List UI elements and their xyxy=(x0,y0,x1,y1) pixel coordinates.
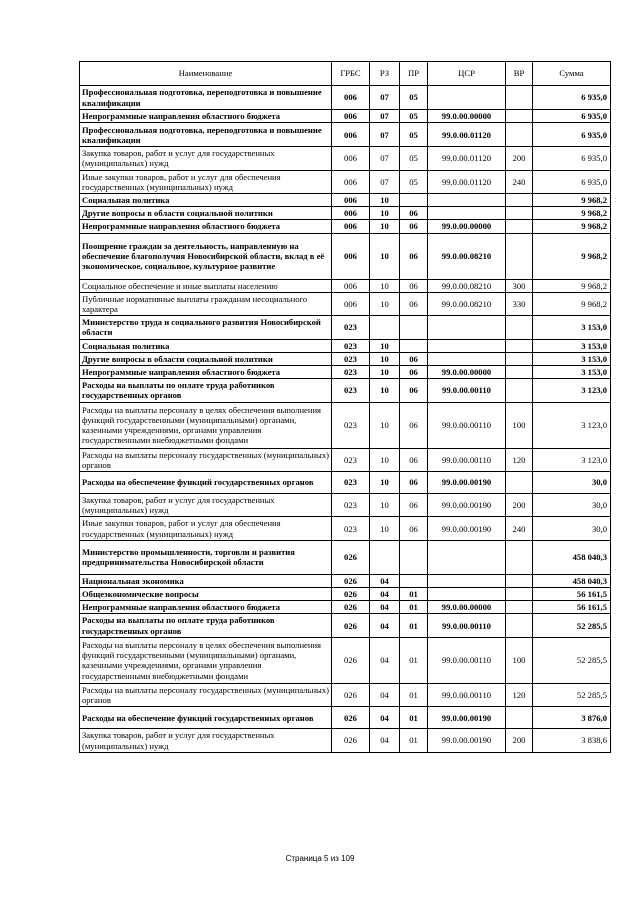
row-rz-cell: 10 xyxy=(370,448,400,471)
row-pr-cell: 05 xyxy=(400,147,428,170)
table-body xyxy=(80,86,611,753)
row-grbs-cell: 006 xyxy=(332,123,370,147)
table-row xyxy=(80,366,611,379)
row-vr-cell xyxy=(506,574,533,587)
row-rz-cell: 10 xyxy=(370,517,400,540)
row-rz-cell: 10 xyxy=(370,220,400,233)
table-row xyxy=(80,279,611,292)
row-grbs-cell: 026 xyxy=(332,729,370,752)
row-csr-cell: 99.0.00.00110 xyxy=(428,379,506,402)
row-pr-cell: 06 xyxy=(400,472,428,494)
column-header-pr: ПР xyxy=(400,62,428,86)
row-grbs-cell: 026 xyxy=(332,683,370,706)
row-grbs-cell: 006 xyxy=(332,233,370,279)
row-vr-cell: 200 xyxy=(506,494,533,517)
table-row xyxy=(80,110,611,123)
page-footer: Страница 5 из 109 xyxy=(285,854,355,863)
table-header-row xyxy=(80,62,611,86)
row-sum-cell: 3 838,6 xyxy=(533,729,611,752)
row-pr-cell: 01 xyxy=(400,601,428,614)
table-row xyxy=(80,494,611,517)
table-row xyxy=(80,352,611,365)
row-grbs-cell: 006 xyxy=(332,110,370,123)
row-rz-cell: 10 xyxy=(370,402,400,448)
row-sum-cell: 52 285,5 xyxy=(533,614,611,637)
row-name-cell: Общеэкономические вопросы xyxy=(80,588,332,601)
row-sum-cell: 9 968,2 xyxy=(533,233,611,279)
row-csr-cell: 99.0.00.00000 xyxy=(428,601,506,614)
table-row xyxy=(80,448,611,471)
row-name-cell: Профессиональная подготовка, переподготовка и повышение квалификации xyxy=(80,123,332,147)
column-header-sum: Сумма xyxy=(533,62,611,86)
row-vr-cell: 100 xyxy=(506,637,533,683)
row-vr-cell: 120 xyxy=(506,683,533,706)
row-sum-cell: 3 123,0 xyxy=(533,448,611,471)
row-name-cell: Социальное обеспечение и иные выплаты населению xyxy=(80,279,332,292)
row-name-cell: Расходы на выплаты персоналу государственных (муниципальных) органов xyxy=(80,448,332,471)
table-row xyxy=(80,540,611,574)
row-grbs-cell: 026 xyxy=(332,637,370,683)
row-csr-cell: 99.0.00.00190 xyxy=(428,729,506,752)
row-sum-cell: 6 935,0 xyxy=(533,147,611,170)
table-row xyxy=(80,316,611,339)
row-csr-cell xyxy=(428,339,506,352)
table-row xyxy=(80,194,611,207)
row-sum-cell: 3 153,0 xyxy=(533,339,611,352)
row-csr-cell: 99.0.00.00110 xyxy=(428,637,506,683)
row-grbs-cell: 026 xyxy=(332,540,370,574)
row-rz-cell: 04 xyxy=(370,683,400,706)
table-row xyxy=(80,123,611,147)
row-sum-cell: 3 876,0 xyxy=(533,707,611,729)
row-grbs-cell: 026 xyxy=(332,588,370,601)
table-row xyxy=(80,707,611,729)
row-name-cell: Поощрение граждан за деятельность, направленную на обеспечение благополучия Новосибирской области, вклад в её экономическое, социальное, культурное развитие xyxy=(80,233,332,279)
row-rz-cell: 07 xyxy=(370,110,400,123)
row-rz-cell: 10 xyxy=(370,494,400,517)
row-vr-cell xyxy=(506,352,533,365)
row-pr-cell xyxy=(400,339,428,352)
row-vr-cell xyxy=(506,207,533,220)
row-pr-cell: 01 xyxy=(400,683,428,706)
row-pr-cell: 05 xyxy=(400,110,428,123)
table-row xyxy=(80,614,611,637)
row-rz-cell: 04 xyxy=(370,588,400,601)
row-rz-cell: 07 xyxy=(370,123,400,147)
row-rz-cell: 04 xyxy=(370,729,400,752)
row-vr-cell xyxy=(506,540,533,574)
row-sum-cell: 6 935,0 xyxy=(533,86,611,110)
row-pr-cell: 05 xyxy=(400,86,428,110)
budget-table xyxy=(79,61,611,753)
row-sum-cell: 458 040,3 xyxy=(533,574,611,587)
row-name-cell: Иные закупки товаров, работ и услуг для обеспечения государственных (муниципальных) нужд xyxy=(80,170,332,193)
row-name-cell: Расходы на выплаты персоналу в целях обеспечения выполнения функций государственными (муниципальными) органами, казенными учреждениями, органами управления государственными внебюджетными фондами xyxy=(80,402,332,448)
row-pr-cell: 01 xyxy=(400,588,428,601)
row-name-cell: Профессиональная подготовка, переподготовка и повышение квалификации xyxy=(80,86,332,110)
row-grbs-cell: 026 xyxy=(332,707,370,729)
column-header-name: Наименование xyxy=(80,62,332,86)
column-header-vr: ВР xyxy=(506,62,533,86)
row-vr-cell xyxy=(506,472,533,494)
row-pr-cell xyxy=(400,540,428,574)
row-sum-cell: 9 968,2 xyxy=(533,292,611,315)
row-rz-cell: 10 xyxy=(370,339,400,352)
row-sum-cell: 6 935,0 xyxy=(533,123,611,147)
row-csr-cell: 99.0.00.01120 xyxy=(428,123,506,147)
row-sum-cell: 52 285,5 xyxy=(533,637,611,683)
row-name-cell: Министерство труда и социального развития Новосибирской области xyxy=(80,316,332,339)
row-pr-cell: 06 xyxy=(400,366,428,379)
row-sum-cell: 6 935,0 xyxy=(533,110,611,123)
row-csr-cell: 99.0.00.00190 xyxy=(428,472,506,494)
row-sum-cell: 3 153,0 xyxy=(533,316,611,339)
row-grbs-cell: 026 xyxy=(332,614,370,637)
row-grbs-cell: 023 xyxy=(332,366,370,379)
row-rz-cell: 10 xyxy=(370,194,400,207)
row-name-cell: Непрограммные направления областного бюджета xyxy=(80,601,332,614)
column-header-grbs: ГРБС xyxy=(332,62,370,86)
row-vr-cell: 100 xyxy=(506,402,533,448)
row-vr-cell xyxy=(506,339,533,352)
row-vr-cell: 200 xyxy=(506,729,533,752)
row-sum-cell: 9 968,2 xyxy=(533,207,611,220)
row-csr-cell xyxy=(428,194,506,207)
row-grbs-cell: 023 xyxy=(332,316,370,339)
table-row xyxy=(80,233,611,279)
row-vr-cell xyxy=(506,379,533,402)
row-pr-cell xyxy=(400,574,428,587)
row-name-cell: Публичные нормативные выплаты гражданам несоциального характера xyxy=(80,292,332,315)
row-grbs-cell: 023 xyxy=(332,448,370,471)
row-name-cell: Социальная политика xyxy=(80,339,332,352)
row-rz-cell: 10 xyxy=(370,207,400,220)
row-csr-cell: 99.0.00.00110 xyxy=(428,402,506,448)
row-csr-cell xyxy=(428,316,506,339)
row-rz-cell: 07 xyxy=(370,86,400,110)
table-row xyxy=(80,379,611,402)
table-row xyxy=(80,729,611,752)
row-sum-cell: 3 153,0 xyxy=(533,352,611,365)
row-name-cell: Непрограммные направления областного бюджета xyxy=(80,220,332,233)
row-rz-cell: 07 xyxy=(370,170,400,193)
row-rz-cell: 10 xyxy=(370,279,400,292)
row-pr-cell: 06 xyxy=(400,233,428,279)
row-pr-cell: 06 xyxy=(400,402,428,448)
row-csr-cell: 99.0.00.00190 xyxy=(428,517,506,540)
row-vr-cell xyxy=(506,601,533,614)
table-row xyxy=(80,472,611,494)
row-sum-cell: 30,0 xyxy=(533,472,611,494)
row-grbs-cell: 023 xyxy=(332,352,370,365)
row-vr-cell: 240 xyxy=(506,517,533,540)
row-rz-cell: 04 xyxy=(370,707,400,729)
row-name-cell: Другие вопросы в области социальной политики xyxy=(80,352,332,365)
row-pr-cell: 06 xyxy=(400,292,428,315)
row-name-cell: Министерство промышленности, торговли и развития предпринимательства Новосибирской области xyxy=(80,540,332,574)
row-vr-cell xyxy=(506,707,533,729)
row-csr-cell: 99.0.00.00110 xyxy=(428,683,506,706)
row-vr-cell: 330 xyxy=(506,292,533,315)
column-header-csr: ЦСР xyxy=(428,62,506,86)
row-sum-cell: 9 968,2 xyxy=(533,194,611,207)
row-vr-cell: 240 xyxy=(506,170,533,193)
table-row xyxy=(80,292,611,315)
table-row xyxy=(80,637,611,683)
table-row xyxy=(80,402,611,448)
row-name-cell: Расходы на выплаты по оплате труда работников государственных органов xyxy=(80,379,332,402)
table-row xyxy=(80,683,611,706)
column-header-rz: РЗ xyxy=(370,62,400,86)
row-csr-cell xyxy=(428,588,506,601)
row-name-cell: Непрограммные направления областного бюджета xyxy=(80,110,332,123)
row-csr-cell: 99.0.00.08210 xyxy=(428,279,506,292)
row-pr-cell: 06 xyxy=(400,352,428,365)
row-name-cell: Закупка товаров, работ и услуг для государственных (муниципальных) нужд xyxy=(80,147,332,170)
table-row xyxy=(80,574,611,587)
table-row xyxy=(80,207,611,220)
row-name-cell: Расходы на выплаты персоналу в целях обеспечения выполнения функций государственными (муниципальными) органами, казенными учреждениями, органами управления государственными внебюджетными фондами xyxy=(80,637,332,683)
row-csr-cell: 99.0.00.00000 xyxy=(428,220,506,233)
row-pr-cell: 06 xyxy=(400,220,428,233)
row-vr-cell xyxy=(506,366,533,379)
row-rz-cell xyxy=(370,316,400,339)
row-vr-cell xyxy=(506,220,533,233)
row-csr-cell: 99.0.00.01120 xyxy=(428,170,506,193)
row-rz-cell: 07 xyxy=(370,147,400,170)
row-csr-cell xyxy=(428,86,506,110)
row-pr-cell: 06 xyxy=(400,279,428,292)
row-rz-cell: 04 xyxy=(370,614,400,637)
row-name-cell: Расходы на выплаты по оплате труда работников государственных органов xyxy=(80,614,332,637)
row-name-cell: Расходы на выплаты персоналу государственных (муниципальных) органов xyxy=(80,683,332,706)
row-vr-cell xyxy=(506,123,533,147)
row-grbs-cell: 006 xyxy=(332,170,370,193)
row-grbs-cell: 023 xyxy=(332,339,370,352)
row-csr-cell: 99.0.00.08210 xyxy=(428,233,506,279)
row-sum-cell: 56 161,5 xyxy=(533,601,611,614)
row-rz-cell: 10 xyxy=(370,352,400,365)
row-pr-cell: 05 xyxy=(400,170,428,193)
row-rz-cell: 10 xyxy=(370,379,400,402)
row-pr-cell: 01 xyxy=(400,637,428,683)
row-grbs-cell: 006 xyxy=(332,292,370,315)
row-pr-cell: 06 xyxy=(400,517,428,540)
table-row xyxy=(80,147,611,170)
row-csr-cell: 99.0.00.00110 xyxy=(428,448,506,471)
row-grbs-cell: 023 xyxy=(332,402,370,448)
table-row xyxy=(80,601,611,614)
row-csr-cell: 99.0.00.01120 xyxy=(428,147,506,170)
row-name-cell: Национальная экономика xyxy=(80,574,332,587)
row-rz-cell: 04 xyxy=(370,637,400,683)
row-rz-cell: 04 xyxy=(370,574,400,587)
row-name-cell: Непрограммные направления областного бюджета xyxy=(80,366,332,379)
row-sum-cell: 6 935,0 xyxy=(533,170,611,193)
row-vr-cell xyxy=(506,233,533,279)
row-csr-cell xyxy=(428,207,506,220)
row-pr-cell: 05 xyxy=(400,123,428,147)
row-grbs-cell: 023 xyxy=(332,379,370,402)
row-vr-cell: 300 xyxy=(506,279,533,292)
row-grbs-cell: 006 xyxy=(332,147,370,170)
row-pr-cell: 01 xyxy=(400,707,428,729)
row-name-cell: Закупка товаров, работ и услуг для государственных (муниципальных) нужд xyxy=(80,494,332,517)
row-name-cell: Иные закупки товаров, работ и услуг для обеспечения государственных (муниципальных) нужд xyxy=(80,517,332,540)
row-csr-cell xyxy=(428,540,506,574)
row-grbs-cell: 026 xyxy=(332,574,370,587)
row-vr-cell: 200 xyxy=(506,147,533,170)
row-pr-cell: 01 xyxy=(400,729,428,752)
row-sum-cell: 3 123,0 xyxy=(533,379,611,402)
row-name-cell: Расходы на обеспечение функций государственных органов xyxy=(80,472,332,494)
row-rz-cell: 10 xyxy=(370,366,400,379)
row-grbs-cell: 026 xyxy=(332,601,370,614)
row-vr-cell xyxy=(506,588,533,601)
row-sum-cell: 3 123,0 xyxy=(533,402,611,448)
row-name-cell: Закупка товаров, работ и услуг для государственных (муниципальных) нужд xyxy=(80,729,332,752)
table-row xyxy=(80,220,611,233)
row-grbs-cell: 006 xyxy=(332,194,370,207)
row-pr-cell: 06 xyxy=(400,494,428,517)
row-sum-cell: 56 161,5 xyxy=(533,588,611,601)
row-grbs-cell: 006 xyxy=(332,220,370,233)
row-grbs-cell: 023 xyxy=(332,517,370,540)
row-csr-cell: 99.0.00.00110 xyxy=(428,614,506,637)
row-sum-cell: 30,0 xyxy=(533,517,611,540)
table-row xyxy=(80,339,611,352)
row-pr-cell: 01 xyxy=(400,614,428,637)
row-rz-cell: 10 xyxy=(370,233,400,279)
table-row xyxy=(80,86,611,110)
row-pr-cell xyxy=(400,194,428,207)
row-rz-cell xyxy=(370,540,400,574)
row-name-cell: Другие вопросы в области социальной политики xyxy=(80,207,332,220)
row-csr-cell xyxy=(428,574,506,587)
row-vr-cell xyxy=(506,86,533,110)
row-grbs-cell: 023 xyxy=(332,494,370,517)
row-pr-cell: 06 xyxy=(400,207,428,220)
row-name-cell: Социальная политика xyxy=(80,194,332,207)
row-rz-cell: 10 xyxy=(370,472,400,494)
row-csr-cell: 99.0.00.08210 xyxy=(428,292,506,315)
row-vr-cell xyxy=(506,316,533,339)
row-csr-cell: 99.0.00.00190 xyxy=(428,494,506,517)
row-sum-cell: 52 285,5 xyxy=(533,683,611,706)
row-csr-cell xyxy=(428,352,506,365)
row-sum-cell: 458 040,3 xyxy=(533,540,611,574)
row-grbs-cell: 023 xyxy=(332,472,370,494)
row-pr-cell: 06 xyxy=(400,379,428,402)
row-vr-cell xyxy=(506,614,533,637)
row-grbs-cell: 006 xyxy=(332,86,370,110)
row-pr-cell: 06 xyxy=(400,448,428,471)
row-name-cell: Расходы на обеспечение функций государственных органов xyxy=(80,707,332,729)
row-sum-cell: 30,0 xyxy=(533,494,611,517)
row-grbs-cell: 006 xyxy=(332,279,370,292)
row-sum-cell: 9 968,2 xyxy=(533,279,611,292)
row-pr-cell xyxy=(400,316,428,339)
row-vr-cell xyxy=(506,110,533,123)
row-csr-cell: 99.0.00.00000 xyxy=(428,110,506,123)
row-rz-cell: 04 xyxy=(370,601,400,614)
row-csr-cell: 99.0.00.00000 xyxy=(428,366,506,379)
table-row xyxy=(80,517,611,540)
row-grbs-cell: 006 xyxy=(332,207,370,220)
table-row xyxy=(80,588,611,601)
row-sum-cell: 3 153,0 xyxy=(533,366,611,379)
row-sum-cell: 9 968,2 xyxy=(533,220,611,233)
row-rz-cell: 10 xyxy=(370,292,400,315)
table-row xyxy=(80,170,611,193)
row-vr-cell xyxy=(506,194,533,207)
row-csr-cell: 99.0.00.00190 xyxy=(428,707,506,729)
row-vr-cell: 120 xyxy=(506,448,533,471)
